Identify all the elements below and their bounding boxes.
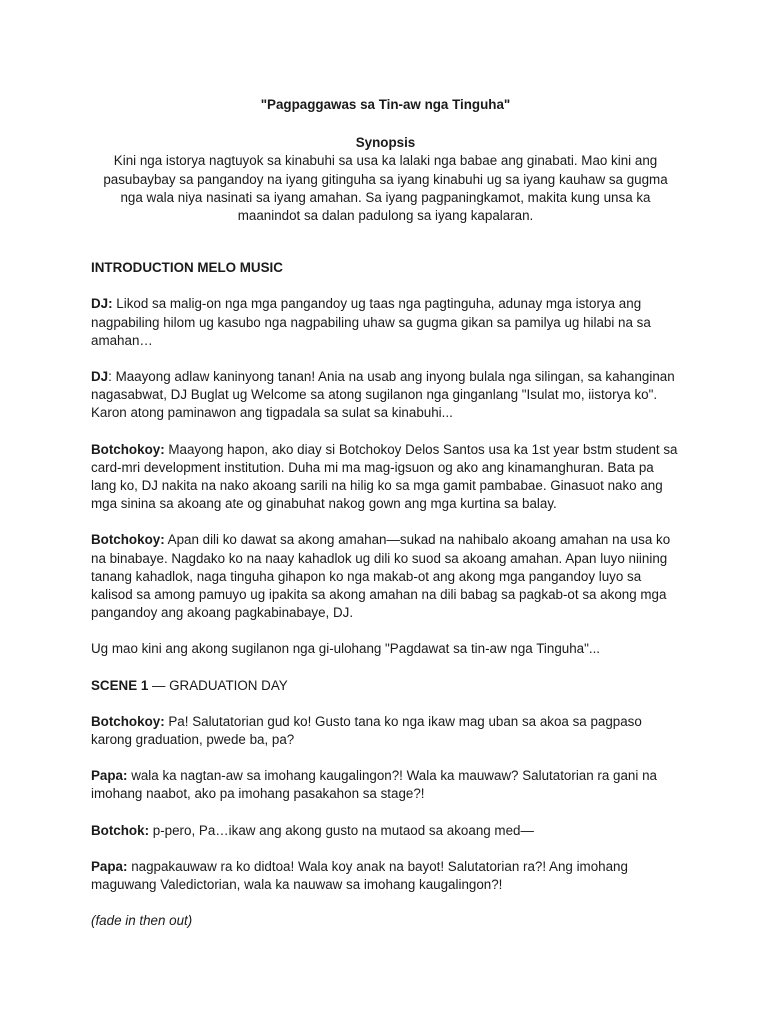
speaker-label: Papa: <box>91 768 128 784</box>
paragraph-text: Apan dili ko dawat sa akong amahan—sukad na nahibalo akoang amahan na usa ko na binabaye. Nagdako ko na naay kahadlok ug dili ko suod sa akoang amahan. Apan luyo niining tanang kahadlok, naga tinguha gihapon ko nga makab-ot ang akong mga pangandoy luyo sa kalisod sa among pamuyo ug ipakita sa akong amahan na dili babag sa pagkab-ot sa akong mga pangandoy ang akoang pagkabinabaye, DJ. <box>91 532 671 621</box>
paragraph-dj-2 <box>91 368 680 423</box>
paragraph-botchokoy-1 <box>91 441 680 514</box>
dialogue-line <box>91 822 680 840</box>
synopsis-heading: Synopsis <box>355 135 416 151</box>
speaker-label: DJ: <box>91 296 113 312</box>
scene-title: — GRADUATION DAY <box>148 677 288 693</box>
paragraph-text: : Maayong adlaw kaninyong tanan! Ania na usab ang inyong bulala nga silingan, sa kahanginan nagasabwat, DJ Buglat ug Welcome sa atong sugilanon nga ginganlang "Isulat mo, iistorya ko". Karon atong paminawon ang tigpadala sa sulat sa kinabuhi... <box>91 369 675 421</box>
dialogue-text: nagpakauwaw ra ko didtoa! Wala koy anak na bayot! Salutatorian ra?! Ang imohang maguwang Valedictorian, wala ka nauwaw sa imohang kaugalingon?! <box>91 858 628 893</box>
scene-heading <box>91 677 680 695</box>
speaker-label: Botchok: <box>91 822 150 838</box>
speaker-label: Botchokoy: <box>91 713 165 729</box>
stage-direction: (fade in then out) <box>91 913 193 929</box>
paragraph-dj-1 <box>91 295 680 350</box>
speaker-label: Papa: <box>91 858 128 874</box>
document-title: "Pagpaggawas sa Tin-aw nga Tinguha" <box>260 97 511 112</box>
paragraph-story-title <box>91 640 680 658</box>
dialogue-line <box>91 858 680 894</box>
dialogue-line <box>91 767 680 803</box>
paragraph-text: Likod sa malig-on nga mga pangandoy ug taas nga pagtinguha, adunay mga istorya ang nagpabiling hilom ug kasubo nga nagpabiling uhaw sa gugma gikan sa pamilya ug hilabi na sa amahan… <box>91 296 651 348</box>
speaker-label: DJ <box>91 369 109 385</box>
synopsis-text: Kini nga istorya nagtuyok sa kinabuhi sa usa ka lalaki nga babae ang ginabati. Mao kini ang pasubaybay sa pangandoy na iyang gitinguha sa iyang kinabuhi ug sa iyang kauhaw sa gugma nga wala niya nasinati sa iyang amahan. Sa iyang pagpaningkamot, makita kung unsa ka maanindot sa dalan padulong sa iyang kapalaran. <box>103 153 668 224</box>
dialogue-line <box>91 713 680 749</box>
paragraph-text: Maayong hapon, ako diay si Botchokoy Delos Santos usa ka 1st year bstm student sa card-mri development institution. Duha mi ma mag-igsuon og ako ang kinamanghuran. Bata pa lang ko, DJ nakita na nako akoang sarili na hilig ko sa mga gamit pambabae. Ginasuot nako ang mga sinina sa akoang ate og ginabuhat nakog gown ang mga kurtina sa balay. <box>91 441 678 512</box>
introduction-heading: INTRODUCTION MELO MUSIC <box>91 260 283 276</box>
speaker-label: Botchokoy: <box>91 532 165 548</box>
speaker-label: Botchokoy: <box>91 441 165 457</box>
paragraph-text: Ug mao kini ang akong sugilanon nga gi-ulohang "Pagdawat sa tin-aw nga Tinguha"... <box>91 641 601 657</box>
dialogue-text: p-pero, Pa…ikaw ang akong gusto na mutaod sa akoang med— <box>149 822 534 838</box>
paragraph-botchokoy-2 <box>91 531 680 622</box>
dialogue-text: Pa! Salutatorian gud ko! Gusto tana ko nga ikaw mag uban sa akoa sa pagpaso karong graduation, pwede ba, pa? <box>91 713 642 748</box>
dialogue-text: wala ka nagtan-aw sa imohang kaugalingon?! Wala ka mauwaw? Salutatorian ra gani na imohang naabot, ako pa imohang pasakahon sa stage?! <box>91 768 657 802</box>
scene-label: SCENE 1 <box>91 677 149 693</box>
